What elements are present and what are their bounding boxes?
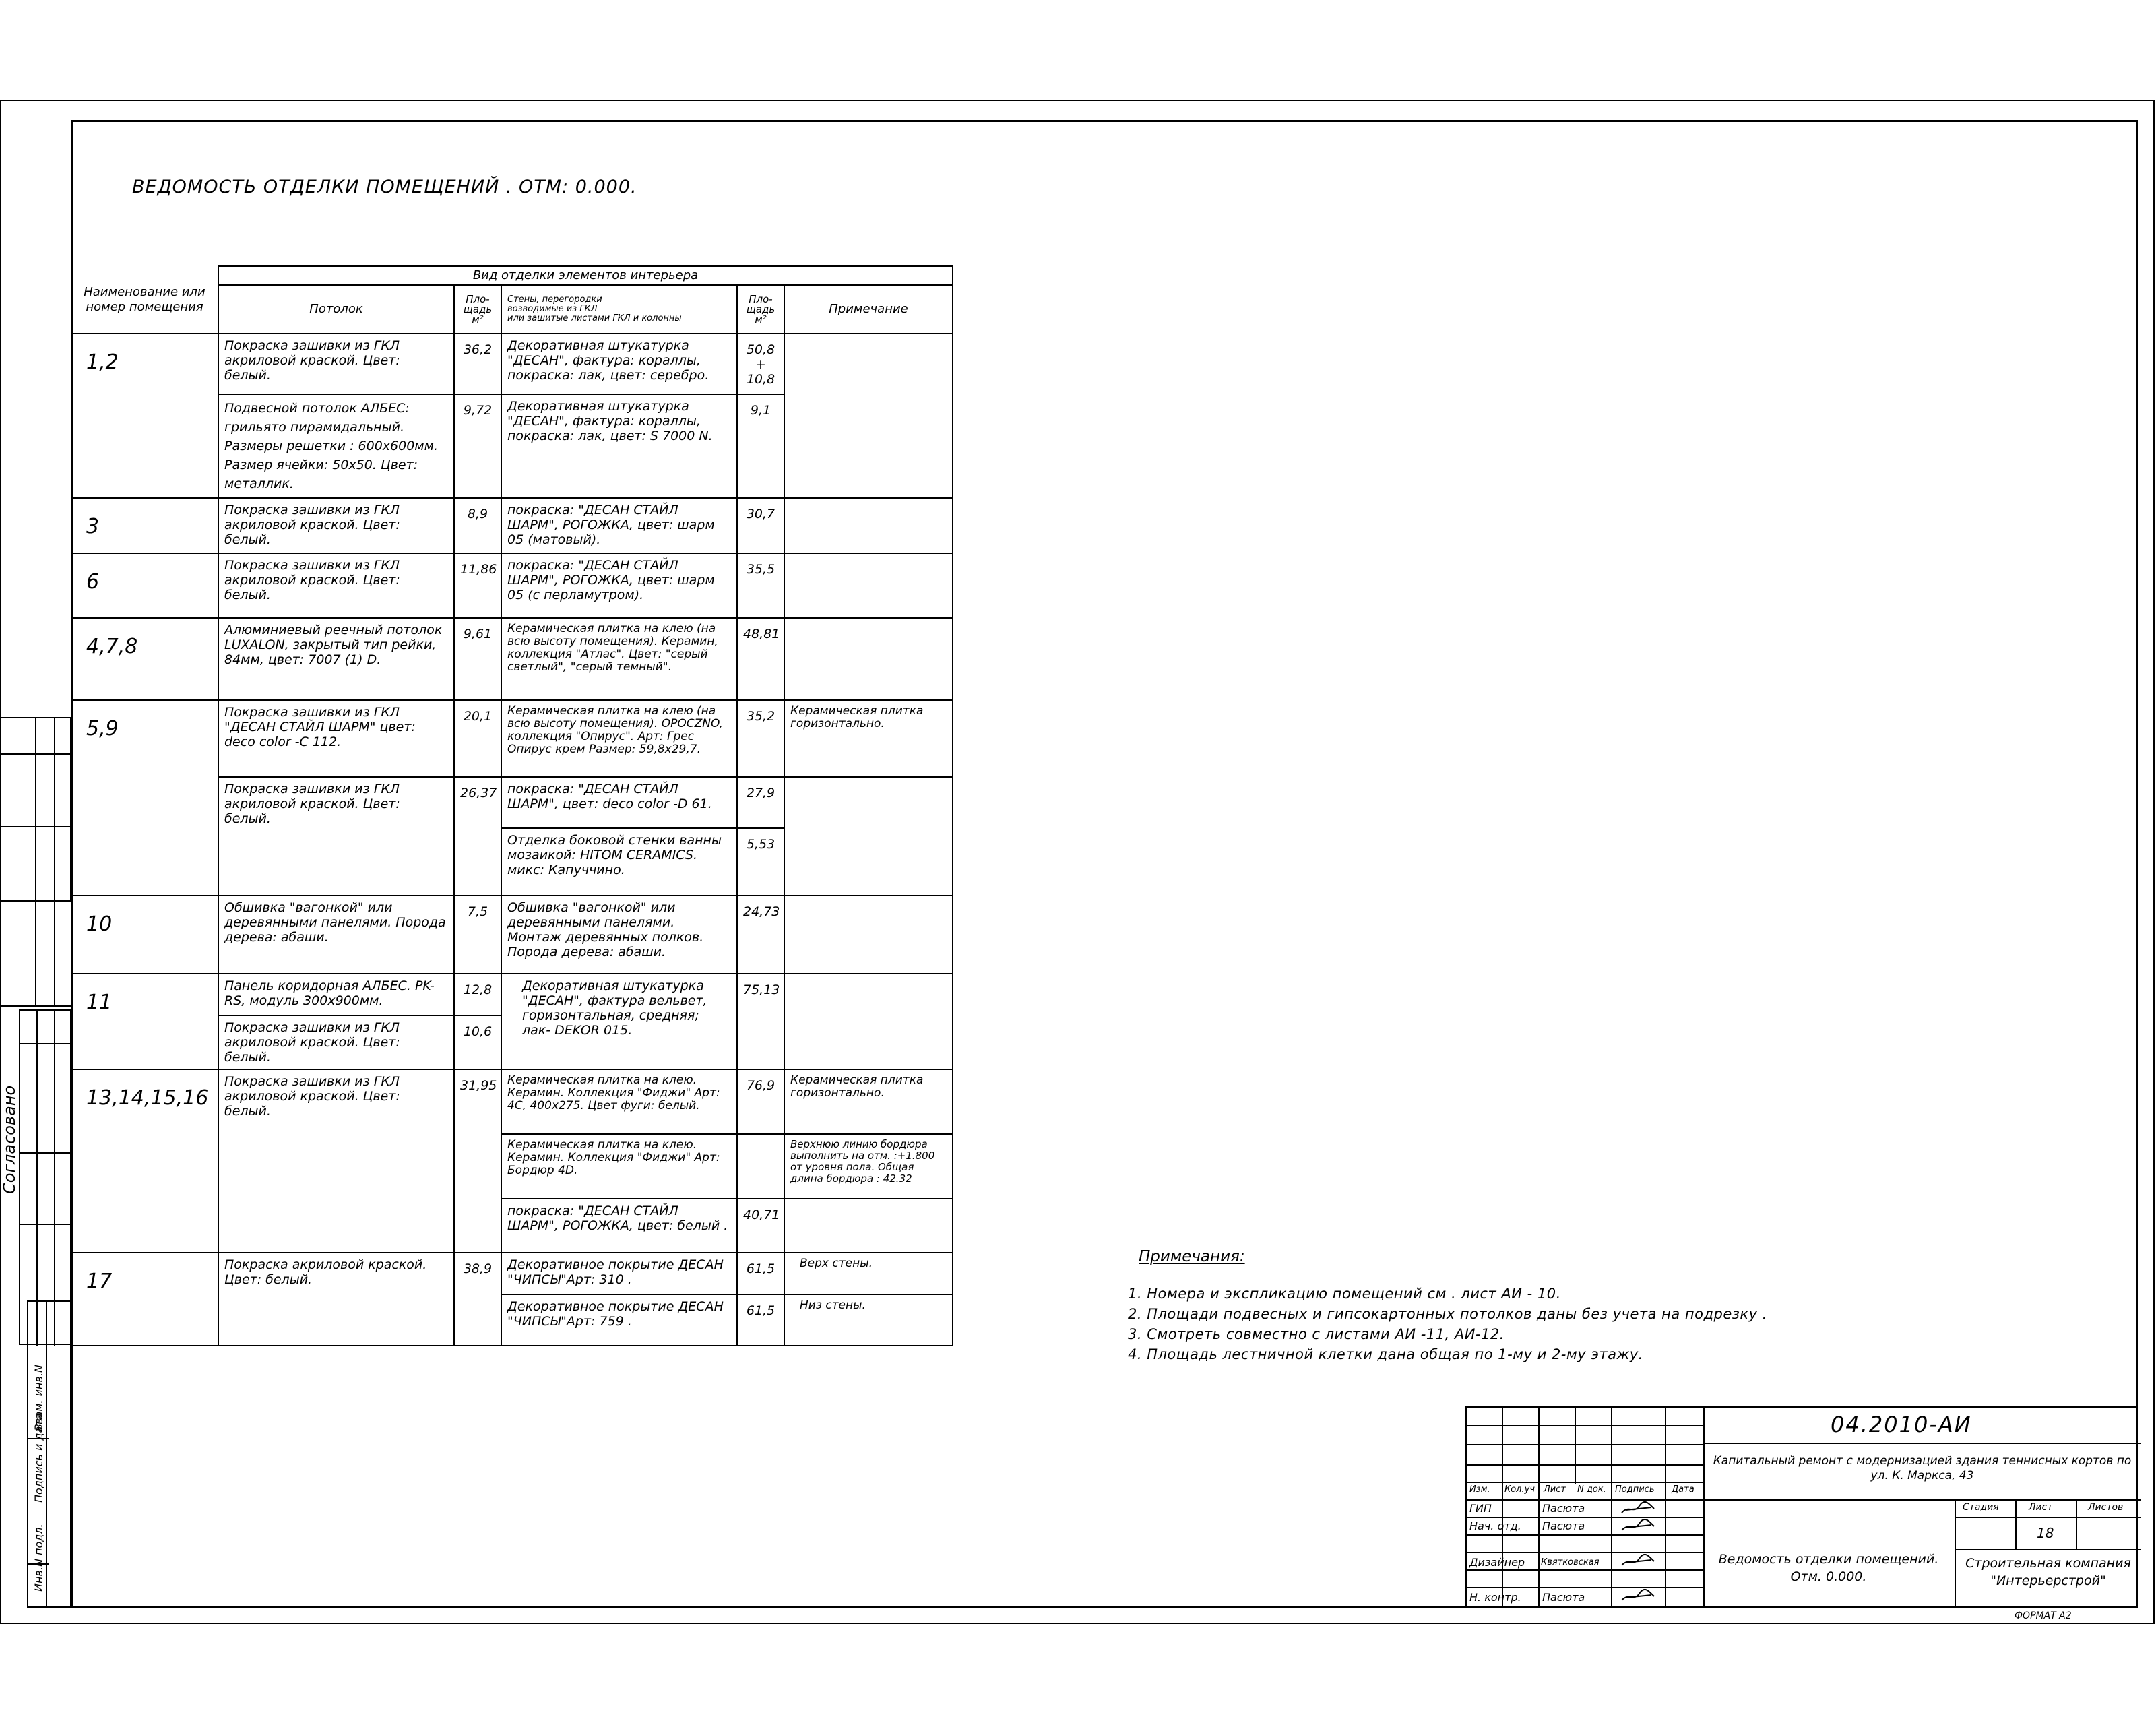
wall-cell: Декоративное покрытие ДЕСАН "ЧИПСЫ"Арт: 310 .	[501, 1253, 737, 1294]
note-item: 2. Площади подвесных и гипсокартонных потолков даны без учета на подрезку .	[1128, 1306, 1767, 1322]
ceiling-area-cell: 9,72	[454, 394, 501, 498]
header-walls	[501, 285, 737, 334]
tb-line	[1955, 1549, 2141, 1550]
ceiling-area-cell: 36,2	[454, 334, 501, 394]
margin-divider	[36, 1011, 38, 1346]
tb-line	[1467, 1517, 1703, 1518]
wall-area-cell: 24,73	[737, 896, 784, 974]
ceiling-cell: Покраска акриловой краской. Цвет: белый.	[218, 1253, 454, 1346]
sheet-number: 18	[2037, 1525, 2054, 1541]
role-label: Н. контр.	[1469, 1591, 1521, 1604]
wall-cell: Декоративная штукатурка "ДЕСАН", фактура вельвет, горизонтальная, средняя; лак- DEKOR 015.	[501, 974, 737, 1069]
col-header: Кол.уч	[1504, 1484, 1535, 1495]
role-label: Нач. отд.	[1469, 1519, 1521, 1532]
note-cell	[784, 553, 953, 618]
podpis-label: Подпись и дата	[32, 1413, 45, 1503]
margin-divider	[35, 717, 36, 1007]
note-item: 4. Площадь лестничной клетки дана общая по 1-му и 2-му этажу.	[1128, 1346, 1643, 1362]
tb-line	[1703, 1499, 2141, 1501]
inv-label: Инв.N подл.	[32, 1524, 45, 1592]
header-walls-line-2: возводимые из ГКЛ	[507, 304, 598, 314]
wall-cell: покраска: "ДЕСАН СТАЙЛ ШАРМ", РОГОЖКА, цвет: шарм 05 (матовый).	[501, 498, 737, 553]
title-block	[1465, 1406, 2138, 1608]
tb-line	[1467, 1425, 1703, 1426]
note-cell	[784, 777, 953, 896]
ceiling-cell: Покраска зашивки из ГКЛ акриловой краской. Цвет: белый.	[218, 1069, 454, 1253]
wall-area-cell: 76,9	[737, 1069, 784, 1134]
notes-title: Примечания:	[1139, 1248, 1245, 1265]
role-label: ГИП	[1469, 1502, 1492, 1515]
company-name: Строительная компания "Интерьерстрой"	[1965, 1556, 2131, 1588]
margin-divider	[20, 1152, 73, 1154]
project-name: Капитальный ремонт с модернизацией здания теннисных кортов по ул. К. Маркса, 43	[1713, 1454, 2132, 1482]
signature-image	[1619, 1518, 1659, 1534]
room-number: 5,9	[71, 700, 218, 896]
tb-line	[1611, 1408, 1612, 1606]
drawing-code: 04.2010-АИ	[1831, 1412, 1972, 1437]
tb-line	[2076, 1499, 2077, 1549]
room-number: 10	[71, 896, 218, 974]
tb-line	[1467, 1534, 1703, 1536]
ceiling-area-cell: 20,1	[454, 700, 501, 777]
room-number: 17	[71, 1253, 218, 1346]
col-header: Подпись	[1615, 1484, 1655, 1495]
ceiling-area-cell: 10,6	[454, 1015, 501, 1069]
room-number: 4,7,8	[71, 618, 218, 700]
note-cell: Керамическая плитка горизонтально.	[784, 700, 953, 777]
ceiling-cell: Подвесной потолок АЛБЕС: грильято пирамидальный. Размеры решетки : 600х600мм. Размер ячейки: 50х50. Цвет: металлик.	[218, 394, 454, 498]
note-cell: Низ стены.	[784, 1294, 953, 1346]
wall-area-cell: 35,5	[737, 553, 784, 618]
margin-divider	[20, 1043, 73, 1044]
margin-column	[46, 1300, 71, 1608]
note-cell	[784, 974, 953, 1069]
room-number: 13,14,15,16	[71, 1069, 218, 1253]
person-name: Пасюта	[1542, 1519, 1585, 1532]
ceiling-area-cell: 38,9	[454, 1253, 501, 1346]
tb-line	[1467, 1569, 1703, 1571]
wall-area-cell: 35,2	[737, 700, 784, 777]
wall-cell: Керамическая плитка на клею. Керамин. Коллекция "Фиджи" Арт: Бордюр 4D.	[501, 1134, 737, 1199]
header-room: Наименование или номер помещения	[71, 266, 218, 334]
ceiling-area-cell: 12,8	[454, 974, 501, 1015]
room-number: 11	[71, 974, 218, 1069]
tb-line	[1467, 1587, 1703, 1588]
ceiling-area-cell: 11,86	[454, 553, 501, 618]
note-cell	[784, 498, 953, 553]
note-cell: Керамическая плитка горизонтально.	[784, 1069, 953, 1134]
margin-divider	[54, 1011, 55, 1346]
sheets-label: Листов	[2088, 1502, 2124, 1513]
role-label: Дизайнер	[1469, 1556, 1525, 1569]
wall-area-cell: 40,71	[737, 1199, 784, 1253]
person-name: Квятковская	[1541, 1557, 1599, 1567]
ceiling-cell: Алюминиевый реечный потолок LUXALON, закрытый тип рейки, 84мм, цвет: 7007 (1) D.	[218, 618, 454, 700]
header-area-1: Пло- щадь м²	[454, 285, 501, 334]
note-cell	[784, 618, 953, 700]
note-item: 1. Номера и экспликацию помещений см . лист АИ - 10.	[1128, 1286, 1561, 1302]
wall-area-cell: 27,9	[737, 777, 784, 828]
note-cell	[784, 896, 953, 974]
ceiling-cell: Покраска зашивки из ГКЛ акриловой краской. Цвет: белый.	[218, 777, 454, 896]
header-walls-line-1: Стены, перегородки	[507, 294, 602, 305]
note-cell: Верхнюю линию бордюра выполнить на отм. :+1.800 от уровня пола. Общая длина бордюра : 42.32	[784, 1134, 953, 1199]
signature-image	[1619, 1553, 1659, 1569]
agreed-box	[19, 1009, 71, 1345]
format-label: ФОРМАТ А2	[2015, 1610, 2072, 1621]
vzam-label: Взам. инв.N	[32, 1365, 45, 1431]
wall-cell: покраска: "ДЕСАН СТАЙЛ ШАРМ", РОГОЖКА, цвет: белый .	[501, 1199, 737, 1253]
left-margin-strip	[0, 717, 71, 1608]
room-number: 6	[71, 553, 218, 618]
person-name: Пасюта	[1542, 1591, 1585, 1604]
header-ceiling: Потолок	[218, 285, 454, 334]
signature-image	[1619, 1588, 1659, 1604]
wall-area-cell	[737, 1134, 784, 1199]
ceiling-cell: Покраска зашивки из ГКЛ акриловой краской. Цвет: белый.	[218, 553, 454, 618]
finishing-schedule-table	[71, 265, 953, 1346]
note-cell	[784, 334, 953, 498]
ceiling-cell: Покраска зашивки из ГКЛ "ДЕСАН СТАЙЛ ШАРМ" цвет: deco color -C 112.	[218, 700, 454, 777]
wall-cell: Отделка боковой стенки ванны мозаикой: HITOM CERAMICS. микс: Капуччино.	[501, 828, 737, 896]
ceiling-cell: Покраска зашивки из ГКЛ акриловой краской. Цвет: белый.	[218, 1015, 454, 1069]
wall-cell: Декоративная штукатурка "ДЕСАН", фактура: кораллы, покраска: лак, цвет: S 7000 N.	[501, 394, 737, 498]
stage-label: Стадия	[1963, 1502, 1999, 1513]
sheet-title: Ведомость отделки помещений. Отм. 0.000.	[1718, 1552, 1939, 1584]
header-area-2: Пло- щадь м²	[737, 285, 784, 334]
wall-cell: Декоративное покрытие ДЕСАН "ЧИПСЫ"Арт: 759 .	[501, 1294, 737, 1346]
wall-cell: Керамическая плитка на клею (на всю высоту помещения). Керамин, коллекция "Атлас". Цвет: "серый светлый", "серый темный".	[501, 618, 737, 700]
wall-area-cell: 48,81	[737, 618, 784, 700]
col-header: Лист	[1544, 1484, 1566, 1495]
ceiling-area-cell: 9,61	[454, 618, 501, 700]
tb-line	[1703, 1443, 2141, 1444]
wall-area-cell: 61,5	[737, 1294, 784, 1346]
tb-line	[1955, 1517, 2141, 1518]
wall-cell: Декоративная штукатурка "ДЕСАН", фактура: кораллы, покраска: лак, цвет: серебро.	[501, 334, 737, 394]
ceiling-cell: Обшивка "вагонкой" или деревянными панелями. Порода дерева: абаши.	[218, 896, 454, 974]
wall-area-cell: 61,5	[737, 1253, 784, 1294]
ceiling-cell: Покраска зашивки из ГКЛ акриловой краской. Цвет: белый.	[218, 334, 454, 394]
header-group: Вид отделки элементов интерьера	[218, 266, 953, 285]
note-cell: Верх стены.	[784, 1253, 953, 1294]
tb-line	[1502, 1408, 1503, 1606]
ceiling-area-cell: 26,37	[454, 777, 501, 896]
room-number: 3	[71, 498, 218, 553]
tb-line	[1467, 1444, 1703, 1445]
tb-line	[1955, 1499, 1956, 1606]
ceiling-area-cell: 8,9	[454, 498, 501, 553]
tb-line	[1467, 1464, 1703, 1466]
wall-area-cell: 9,1	[737, 394, 784, 498]
sheet-label: Лист	[2029, 1502, 2053, 1513]
col-header: Дата	[1672, 1484, 1694, 1495]
col-header: Изм.	[1469, 1484, 1490, 1495]
tb-line	[1467, 1499, 1703, 1501]
signature-image	[1619, 1501, 1659, 1517]
tb-line	[1665, 1408, 1666, 1606]
wall-area-cell: 5,53	[737, 828, 784, 896]
wall-cell: Обшивка "вагонкой" или деревянными панелями. Монтаж деревянных полков. Порода дерева: абаши.	[501, 896, 737, 974]
margin-divider	[54, 717, 55, 1007]
header-note: Примечание	[784, 285, 953, 334]
document-title: ВЕДОМОСТЬ ОТДЕЛКИ ПОМЕЩЕНИЙ . ОТМ: 0.000.	[132, 177, 637, 197]
room-number: 1,2	[71, 334, 218, 498]
tb-line	[2015, 1499, 2017, 1549]
wall-cell: покраска: "ДЕСАН СТАЙЛ ШАРМ", РОГОЖКА, цвет: шарм 05 (с перламутром).	[501, 553, 737, 618]
agreed-label: Согласовано	[0, 1085, 19, 1194]
wall-cell: покраска: "ДЕСАН СТАЙЛ ШАРМ", цвет: deco color -D 61.	[501, 777, 737, 828]
tb-line	[1467, 1482, 1703, 1483]
tb-line	[1538, 1408, 1540, 1606]
tb-line	[1467, 1552, 1703, 1553]
wall-cell: Керамическая плитка на клею (на всю высоту помещения). OPOCZNO, коллекция "Опирус". Арт: Грес Опирус крем Размер: 59,8х29,7.	[501, 700, 737, 777]
ceiling-cell: Покраска зашивки из ГКЛ акриловой краской. Цвет: белый.	[218, 498, 454, 553]
wall-area-cell: 75,13	[737, 974, 784, 1069]
ceiling-cell: Панель коридорная АЛБЕС. PK-RS, модуль 300х900мм.	[218, 974, 454, 1015]
note-cell	[784, 1199, 953, 1253]
wall-area-cell: 50,8 + 10,8	[737, 334, 784, 394]
wall-cell: Керамическая плитка на клею. Керамин. Коллекция "Фиджи" Арт: 4С, 400х275. Цвет фуги: белый.	[501, 1069, 737, 1134]
ceiling-area-cell: 31,95	[454, 1069, 501, 1253]
ceiling-area-cell: 7,5	[454, 896, 501, 974]
col-header: N док.	[1577, 1484, 1606, 1495]
person-name: Пасюта	[1542, 1502, 1585, 1515]
tb-line	[1575, 1408, 1576, 1484]
margin-divider	[20, 1224, 73, 1225]
tb-line	[1703, 1408, 1705, 1606]
note-item: 3. Смотреть совместно с листами АИ -11, АИ-12.	[1128, 1326, 1504, 1342]
header-walls-line-3: или зашитые листами ГКЛ и колонны	[507, 313, 682, 323]
wall-area-cell: 30,7	[737, 498, 784, 553]
